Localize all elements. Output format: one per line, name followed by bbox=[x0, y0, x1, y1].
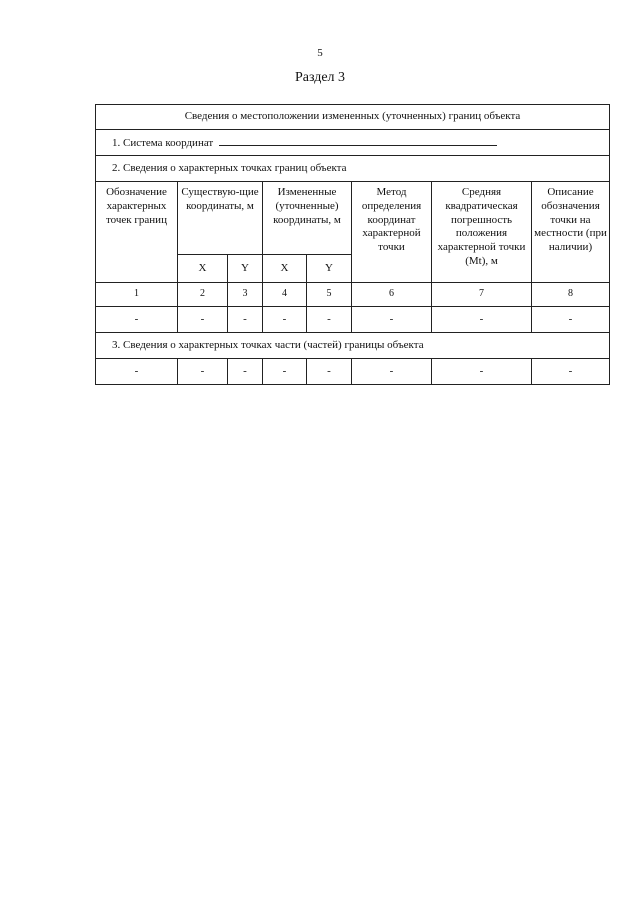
header-error: Средняя квадратическая погрешность положения характерной точки (Mt), м bbox=[432, 182, 532, 283]
table-cell: - bbox=[263, 359, 307, 385]
table-row bbox=[96, 307, 610, 333]
header-existing-x: X bbox=[178, 255, 228, 283]
column-number: 5 bbox=[307, 283, 352, 307]
table-row bbox=[96, 359, 610, 385]
boundary-points-table bbox=[95, 104, 610, 385]
coord-system-row bbox=[96, 130, 610, 156]
column-number: 4 bbox=[263, 283, 307, 307]
header-method: Метод определения координат характерной точки bbox=[352, 182, 432, 283]
column-numbers-row bbox=[96, 283, 610, 307]
coord-system-label: 1. Система координат bbox=[112, 136, 214, 149]
column-number: 2 bbox=[178, 283, 228, 307]
table-cell: - bbox=[352, 307, 432, 333]
column-number: 1 bbox=[96, 283, 178, 307]
header-existing-coords: Существую-щие координаты, м bbox=[178, 182, 263, 255]
table-cell: - bbox=[228, 307, 263, 333]
table-cell: - bbox=[432, 307, 532, 333]
header-description: Описание обозначения точки на местности (при наличии) bbox=[532, 182, 610, 283]
table-cell: - bbox=[263, 307, 307, 333]
column-number: 7 bbox=[432, 283, 532, 307]
section-title: Раздел 3 bbox=[294, 70, 346, 85]
table-cell: - bbox=[307, 307, 352, 333]
page-number: 5 bbox=[317, 47, 323, 59]
header-existing-y: Y bbox=[228, 255, 263, 283]
table-cell: - bbox=[532, 359, 610, 385]
header-changed-y: Y bbox=[307, 255, 352, 283]
table-cell: - bbox=[228, 359, 263, 385]
coord-system-blank bbox=[219, 135, 497, 146]
header-changed-coords: Измененные (уточненные) координаты, м bbox=[263, 182, 352, 255]
table-cell: - bbox=[96, 307, 178, 333]
header-changed-x: X bbox=[263, 255, 307, 283]
header-point-designation: Обозначение характерных точек границ bbox=[96, 182, 178, 283]
section2-label: 2. Сведения о характерных точках границ объекта bbox=[96, 156, 610, 182]
table-cell: - bbox=[532, 307, 610, 333]
table-cell: - bbox=[352, 359, 432, 385]
column-number: 3 bbox=[228, 283, 263, 307]
table-title: Сведения о местоположении измененных (уточненных) границ объекта bbox=[96, 105, 610, 130]
table-cell: - bbox=[307, 359, 352, 385]
section3-label: 3. Сведения о характерных точках части (частей) границы объекта bbox=[96, 333, 610, 359]
table-cell: - bbox=[178, 307, 228, 333]
column-number: 6 bbox=[352, 283, 432, 307]
table-cell: - bbox=[432, 359, 532, 385]
column-number: 8 bbox=[532, 283, 610, 307]
table-cell: - bbox=[178, 359, 228, 385]
table-cell: - bbox=[96, 359, 178, 385]
